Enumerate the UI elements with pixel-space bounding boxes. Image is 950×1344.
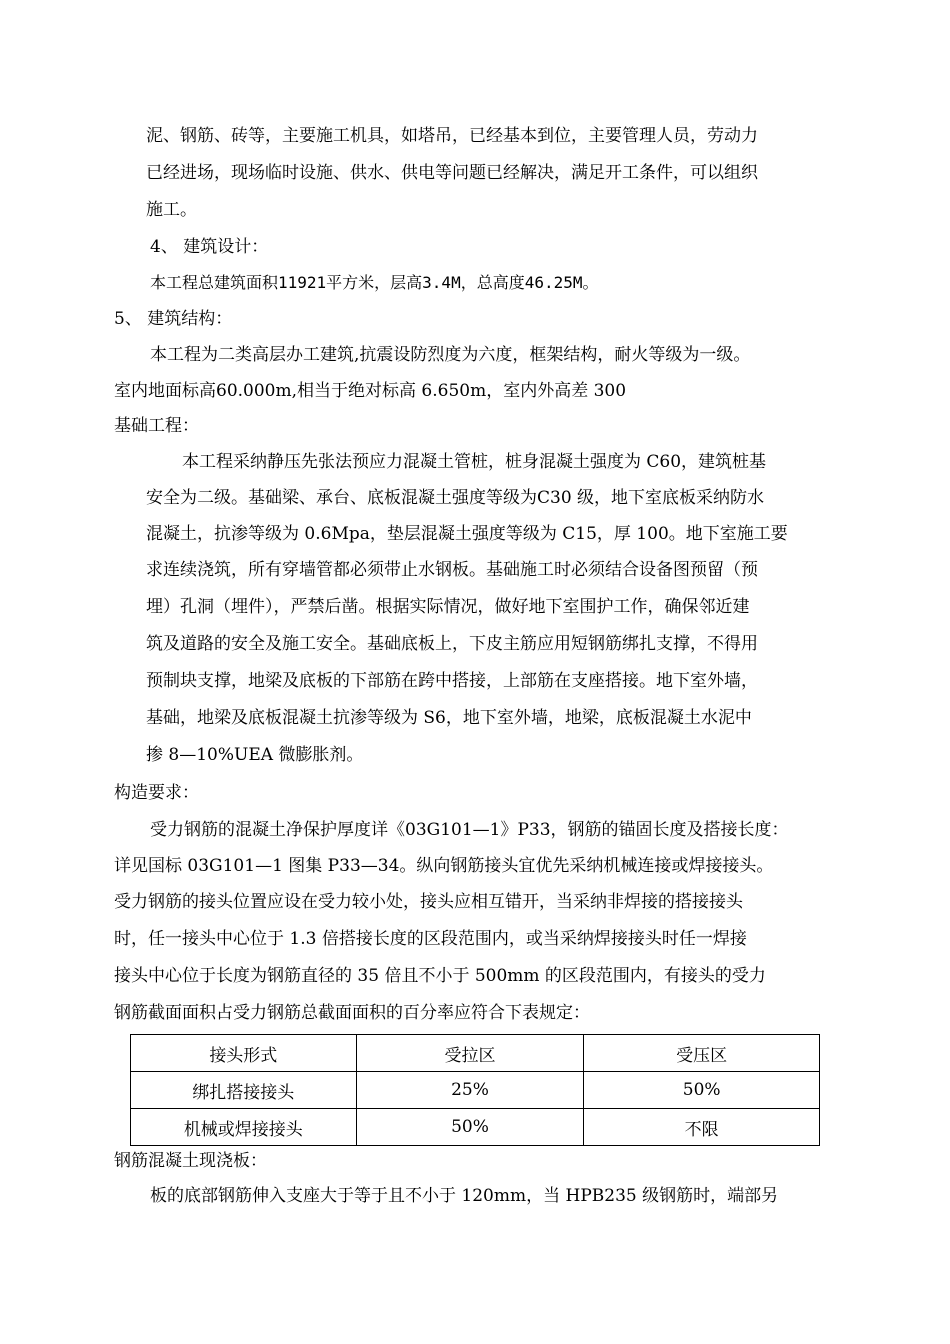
text-line: 安全为二级。基础梁、承台、底板混凝土强度等级为C30 级，地下室底板采纳防水 [146,488,765,508]
text-line: 埋）孔洞（埋件），严禁后凿。根据实际情况，做好地下室围护工作，确保邻近建 [146,597,750,617]
section-heading: 4、 建筑设计： [150,237,269,257]
text-line: 受力钢筋的混凝土净保护厚度详《03G101—1》P33，钢筋的锚固长度及搭接长度： [150,820,789,840]
text-line: 基础，地梁及底板混凝土抗渗等级为 S6，地下室外墙，地梁，底板混凝土水泥中 [146,708,752,728]
section-heading: 5、 建筑结构： [114,309,233,329]
table-cell: 绑扎搭接接头 [131,1072,357,1109]
table-cell: 25% [356,1072,584,1109]
text-line: 泥、钢筋、砖等，主要施工机具，如塔吊，已经基本到位，主要管理人员，劳动力 [146,126,758,146]
table-cell: 机械或焊接接头 [131,1109,357,1146]
table-cell: 50% [356,1109,584,1146]
table-header-cell: 受拉区 [356,1035,584,1072]
text-line: 施工。 [146,200,197,220]
text-line: 板的底部钢筋伸入支座大于等于且不小于 120mm，当 HPB235 级钢筋时，端部另 [150,1186,779,1206]
table-row [131,1109,820,1146]
subsection-heading: 基础工程： [114,416,199,436]
text-line: 已经进场，现场临时设施、供水、供电等问题已经解决，满足开工条件，可以组织 [146,163,758,183]
table-header-row [131,1035,820,1072]
table-header-cell: 接头形式 [131,1035,357,1072]
text-line: 接头中心位于长度为钢筋直径的 35 倍且不小于 500mm 的区段范围内，有接头的受力 [114,966,766,986]
table-header-cell: 受压区 [584,1035,820,1072]
text-line: 详见国标 03G101—1 图集 P33—34。纵向钢筋接头宜优先采纳机械连接或焊接接头。 [114,856,774,876]
text-line: 时，任一接头中心位于 1.3 倍搭接长度的区段范围内，或当采纳焊接接头时任一焊接 [114,929,747,949]
text-line: 受力钢筋的接头位置应设在受力较小处，接头应相互错开，当采纳非焊接的搭接接头 [114,892,743,912]
subsection-heading: 构造要求： [114,783,199,803]
splice-ratio-table [130,1034,820,1146]
text-line: 钢筋截面面积占受力钢筋总截面面积的百分率应符合下表规定： [114,1003,590,1023]
text-line: 求连续浇筑，所有穿墙管都必须带止水钢板。基础施工时必须结合设备图预留（预 [146,560,758,580]
text-line: 本工程采纳静压先张法预应力混凝土管桩，桩身混凝土强度为 C60，建筑桩基 [182,452,767,472]
text-line: 本工程总建筑面积11921平方米，层高3.4M，总高度46.25M。 [150,273,599,292]
table-row [131,1072,820,1109]
text-line: 筑及道路的安全及施工安全。基础底板上，下皮主筋应用短钢筋绑扎支撑，不得用 [146,634,758,654]
text-line: 本工程为二类高层办工建筑,抗震设防烈度为六度，框架结构，耐火等级为一级。 [150,345,751,365]
subsection-heading: 钢筋混凝土现浇板： [114,1151,267,1171]
text-line: 掺 8—10%UEA 微膨胀剂。 [146,745,364,765]
table-cell: 不限 [584,1109,820,1146]
table-cell: 50% [584,1072,820,1109]
text-line: 室内地面标高60.000m,相当于绝对标高 6.650m，室内外高差 300 [114,381,627,401]
text-line: 预制块支撑，地梁及底板的下部筋在跨中搭接，上部筋在支座搭接。地下室外墙， [146,671,758,691]
text-line: 混凝土，抗渗等级为 0.6Mpa，垫层混凝土强度等级为 C15，厚 100。地下室施工要 [146,524,788,544]
